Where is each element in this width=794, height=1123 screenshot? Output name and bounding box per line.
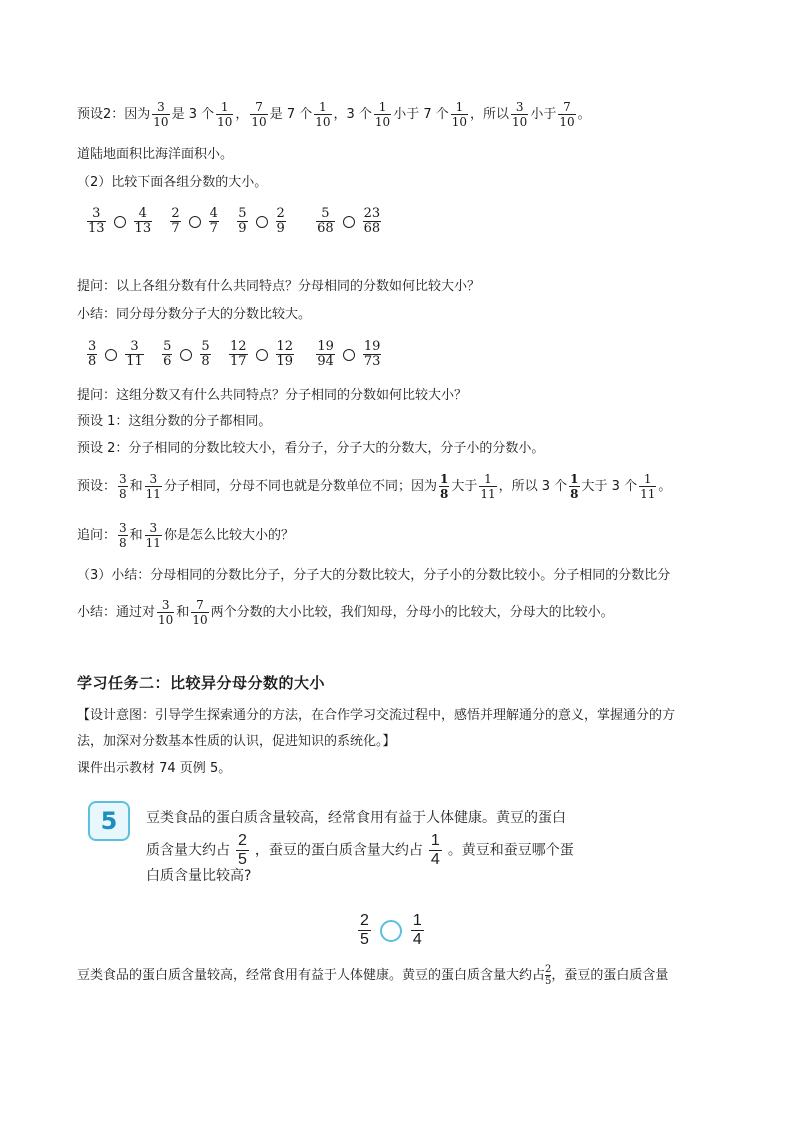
denominator: 10 xyxy=(374,115,391,129)
numerator: 3 xyxy=(157,100,165,114)
text: 。 xyxy=(658,479,672,494)
numerator: 5 xyxy=(163,339,172,354)
fraction xyxy=(118,472,128,501)
denominator: 11 xyxy=(126,354,143,369)
numerator: 1 xyxy=(570,472,579,486)
numerator: 1 xyxy=(378,100,387,114)
fraction xyxy=(191,598,208,627)
text: 小结：通过对 xyxy=(77,605,156,620)
denominator: 7 xyxy=(171,221,180,236)
compare-circle[interactable] xyxy=(114,216,126,228)
fraction xyxy=(162,340,172,369)
denominator: 10 xyxy=(192,613,208,627)
text: ，3 个 xyxy=(333,107,372,122)
paragraph: 预设 1：这组分数的分子都相同。 xyxy=(77,414,272,429)
numerator: 2 xyxy=(545,964,552,975)
numerator: 1 xyxy=(643,472,652,486)
numerator: 5 xyxy=(238,206,247,221)
numerator: 3 xyxy=(119,521,127,535)
compare-pair xyxy=(314,339,383,369)
numerator: 4 xyxy=(209,206,218,221)
fraction xyxy=(411,912,424,949)
numerator: 2 xyxy=(171,206,180,221)
fraction xyxy=(229,340,248,369)
fraction xyxy=(209,207,219,236)
fraction xyxy=(170,207,180,236)
text: 质含量大约占 xyxy=(146,842,230,859)
paragraph: 预设 2：分子相同的分数比较大小，看分子，分子大的分数大，分子小的分数小。 xyxy=(77,441,545,456)
fraction xyxy=(316,340,335,369)
denominator: 73 xyxy=(363,354,381,369)
example-compare xyxy=(352,912,430,949)
text: 你是怎么比较大小的？ xyxy=(163,528,294,543)
text: 是 7 个 xyxy=(269,107,313,122)
denominator: 6 xyxy=(163,354,172,369)
numerator: 1 xyxy=(455,100,464,114)
compare-pair xyxy=(235,206,288,236)
compare-circle[interactable] xyxy=(343,349,355,361)
fraction xyxy=(216,100,233,129)
text: 小于 xyxy=(530,107,557,122)
denominator: 68 xyxy=(317,221,334,236)
denominator: 10 xyxy=(512,115,528,129)
text: ，蚕豆的蛋白质含量 xyxy=(551,968,669,983)
denominator: 4 xyxy=(412,931,422,948)
denominator: 10 xyxy=(158,613,174,627)
numerator: 1 xyxy=(430,832,440,849)
denominator: 5 xyxy=(545,976,552,987)
fraction xyxy=(87,340,97,369)
denominator: 10 xyxy=(217,115,233,129)
numerator: 1 xyxy=(484,472,492,486)
preset-line xyxy=(77,472,671,501)
numerator: 1 xyxy=(220,100,229,114)
fraction xyxy=(276,207,286,236)
denominator: 19 xyxy=(276,354,294,369)
paragraph: 提问：以上各组分数有什么共同特点？分母相同的分数如何比较大小？ xyxy=(77,279,481,294)
fraction xyxy=(439,472,449,501)
followup-line xyxy=(77,521,294,550)
fraction xyxy=(639,472,656,501)
numerator: 3 xyxy=(149,472,158,486)
fraction xyxy=(236,832,249,869)
denominator: 4 xyxy=(430,851,440,868)
denominator: 5 xyxy=(360,931,369,948)
text: ， xyxy=(235,107,249,122)
text: 小于 7 个 xyxy=(393,107,449,122)
fraction xyxy=(145,521,162,550)
text: 是 3 个 xyxy=(171,107,215,122)
numerator: 2 xyxy=(360,912,369,929)
text: 预设： xyxy=(77,479,117,494)
numerator: 12 xyxy=(276,339,294,354)
denominator: 9 xyxy=(276,221,285,236)
numerator: 12 xyxy=(229,339,247,354)
paragraph: 提问：这组分数又有什么共同特点？分子相同的分数如何比较大小？ xyxy=(77,388,468,403)
fraction xyxy=(157,598,174,627)
text: 分子相同，分母不同也就是分数单位不同；因为 xyxy=(163,479,437,494)
fraction xyxy=(558,100,575,129)
compare-pair xyxy=(160,339,213,369)
numerator: 3 xyxy=(130,339,139,354)
fraction xyxy=(429,832,442,869)
numerator: 7 xyxy=(196,598,204,612)
fraction xyxy=(134,207,153,236)
denominator: 13 xyxy=(134,221,152,236)
fraction xyxy=(358,912,371,949)
paragraph-last xyxy=(77,964,668,987)
numerator: 2 xyxy=(276,206,285,221)
fraction xyxy=(316,207,335,236)
text: 和 xyxy=(129,479,143,494)
fraction xyxy=(118,521,128,550)
numerator: 3 xyxy=(149,521,158,535)
summary-line xyxy=(77,598,614,627)
compare-circle[interactable] xyxy=(256,349,268,361)
numerator: 1 xyxy=(412,912,422,929)
compare-circle[interactable] xyxy=(343,216,355,228)
text: 豆类食品的蛋白质含量较高，经常食用有益于人体健康。黄豆的蛋白质含量大约占 xyxy=(77,968,546,983)
fraction xyxy=(511,100,528,129)
fraction xyxy=(237,207,247,236)
compare-circle[interactable] xyxy=(105,349,117,361)
fraction xyxy=(250,100,267,129)
numerator: 3 xyxy=(119,472,127,486)
denominator: 10 xyxy=(451,115,468,129)
denominator: 8 xyxy=(119,487,127,501)
numerator: 3 xyxy=(161,598,170,612)
denominator: 11 xyxy=(640,487,656,501)
numerator: 5 xyxy=(321,206,330,221)
denominator: 13 xyxy=(88,221,105,236)
compare-pair xyxy=(85,339,146,369)
denominator: 8 xyxy=(119,536,127,550)
fraction xyxy=(152,100,169,129)
fraction xyxy=(363,207,382,236)
text: ，蚕豆的蛋白质含量大约占 xyxy=(254,842,423,859)
text: 和 xyxy=(129,528,143,543)
compare-pair xyxy=(85,206,154,236)
fraction xyxy=(569,472,579,501)
compare-circle[interactable] xyxy=(256,216,268,228)
denominator: 94 xyxy=(317,354,334,369)
fraction xyxy=(374,100,391,129)
fraction xyxy=(479,472,496,501)
fraction-compare-group-2 xyxy=(85,340,383,369)
numerator: 2 xyxy=(238,832,247,849)
text: 。黄豆和蚕豆哪个蛋 xyxy=(447,842,574,859)
fraction xyxy=(125,340,144,369)
compare-pair xyxy=(227,339,296,369)
paragraph: 课件出示教材 74 页例 5。 xyxy=(77,761,232,776)
numerator: 4 xyxy=(138,206,147,221)
fraction xyxy=(145,472,162,501)
paragraph: 道陆地面积比海洋面积小。 xyxy=(77,147,234,162)
compare-circle[interactable] xyxy=(189,216,201,228)
compare-circle[interactable] xyxy=(180,349,192,361)
denominator: 11 xyxy=(480,487,496,501)
denominator: 8 xyxy=(439,487,449,501)
numerator: 1 xyxy=(319,100,327,114)
paragraph: （2）比较下面各组分数的大小。 xyxy=(77,175,268,190)
denominator: 68 xyxy=(363,221,381,236)
compare-pair xyxy=(168,206,221,236)
denominator: 10 xyxy=(153,115,169,129)
text: 两个分数的大小比较，我们知母，分母小的比较大，分母大的比较小。 xyxy=(210,605,614,620)
example-text-line-1: 豆类食品的蛋白质含量较高，经常食用有益于人体健康。黄豆的蛋白 xyxy=(146,810,566,826)
paragraph: 【设计意图：引导学生探索通分的方法，在合作学习交流过程中，感悟并理解通分的意义，掌握通分的方 xyxy=(77,708,676,723)
text: 。 xyxy=(577,107,591,122)
text: 大于 3 个 xyxy=(581,479,638,494)
numerator: 3 xyxy=(88,339,97,354)
numerator: 19 xyxy=(317,339,334,354)
fraction xyxy=(451,100,468,129)
fraction xyxy=(87,207,106,236)
example-number-badge: 5 xyxy=(88,801,130,841)
numerator: 5 xyxy=(201,339,210,354)
denominator: 8 xyxy=(570,487,579,501)
denominator: 8 xyxy=(88,354,97,369)
fraction xyxy=(200,340,210,369)
numerator: 23 xyxy=(363,206,381,221)
denominator: 10 xyxy=(251,115,267,129)
example-text-line-3: 白质含量比较高? xyxy=(146,868,252,884)
denominator: 9 xyxy=(238,221,247,236)
paragraph: 小结：同分母分数分子大的分数比较大。 xyxy=(77,307,312,322)
fraction xyxy=(363,340,382,369)
section-heading: 学习任务二：比较异分母分数的大小 xyxy=(77,674,326,692)
example-text-line-2 xyxy=(146,832,574,869)
text: 追问： xyxy=(77,528,117,543)
denominator: 10 xyxy=(315,115,331,129)
numerator: 3 xyxy=(92,206,101,221)
text: ，所以 xyxy=(470,107,510,122)
denominator: 11 xyxy=(145,536,161,550)
text: 大于 xyxy=(451,479,478,494)
text: 和 xyxy=(176,605,190,620)
paragraph: 法，加深对分数基本性质的认识，促进知识的系统化。】 xyxy=(77,734,396,749)
fraction xyxy=(314,100,331,129)
denominator: 11 xyxy=(145,487,161,501)
compare-pair xyxy=(314,206,383,236)
text: 预设2：因为 xyxy=(77,107,151,122)
numerator: 7 xyxy=(255,100,263,114)
compare-circle[interactable] xyxy=(380,920,402,942)
denominator: 17 xyxy=(229,354,247,369)
denominator: 7 xyxy=(209,221,218,236)
text: ，所以 3 个 xyxy=(498,479,568,494)
denominator: 10 xyxy=(559,115,575,129)
denominator: 8 xyxy=(201,354,210,369)
denominator: 5 xyxy=(238,851,247,868)
paragraph: （3）小结：分母相同的分数比分子，分子大的分数比较大，分子小的分数比较小。分子相同的分数比分 xyxy=(77,568,671,583)
numerator: 7 xyxy=(563,100,571,114)
numerator: 19 xyxy=(363,339,381,354)
fraction xyxy=(276,340,295,369)
fraction-compare-group-1 xyxy=(85,207,383,236)
numerator: 1 xyxy=(439,472,449,486)
preset-2-line xyxy=(77,100,591,129)
numerator: 3 xyxy=(515,100,524,114)
